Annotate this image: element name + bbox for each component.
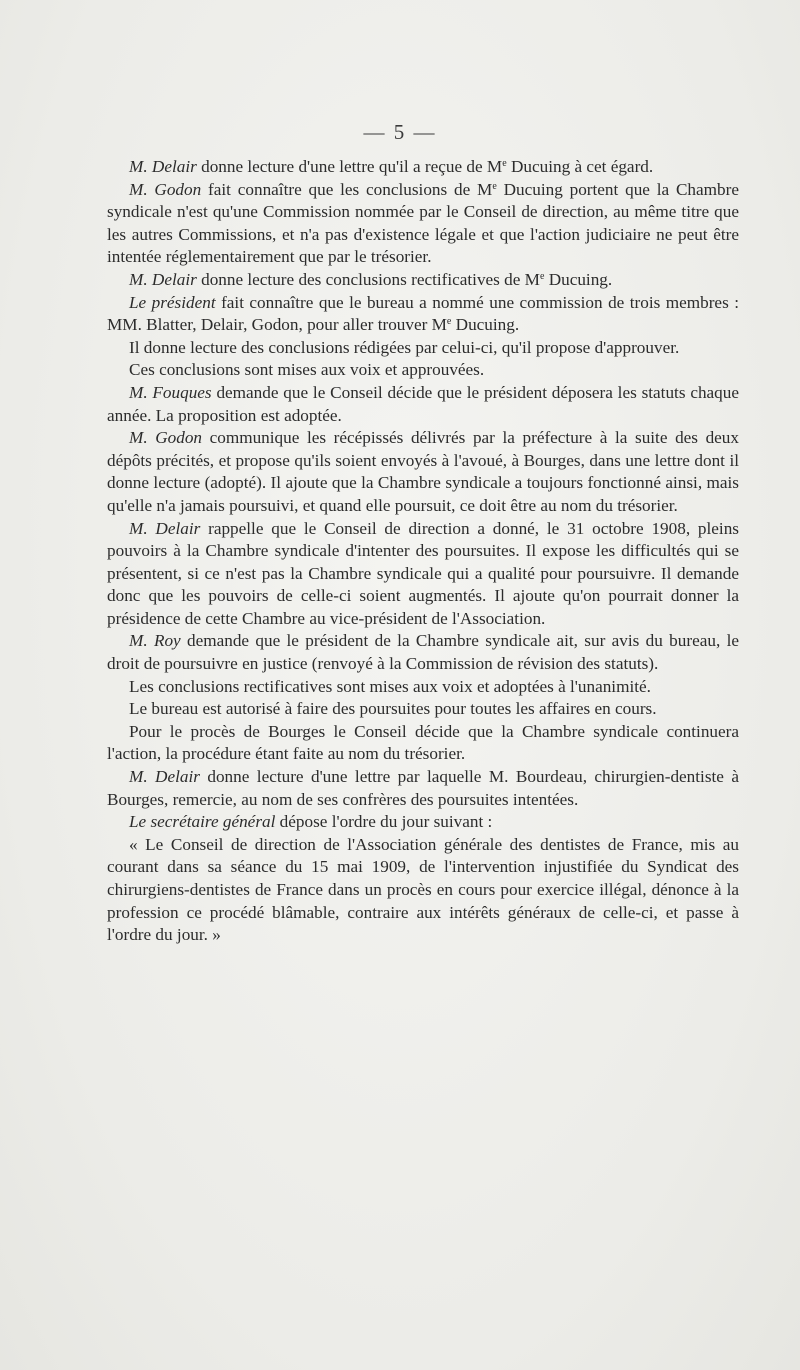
- paragraph: [107, 676, 739, 699]
- paragraph: [107, 382, 739, 427]
- paragraph: [107, 630, 739, 675]
- paragraph: [107, 269, 739, 292]
- paragraph-text: fait connaître que les conclusions de M: [201, 179, 493, 199]
- page-number: — 5 —: [363, 120, 437, 144]
- paragraph-text: fait connaître que le bureau a nommé une commission de trois membres : MM. Blatter, Delair, Godon, pour aller trouver M: [107, 292, 739, 335]
- speaker-name: Le président: [129, 292, 216, 312]
- speaker-name: M. Delair: [129, 518, 201, 538]
- paragraph-text: Ducuing portent que la Chambre syndicale n'est qu'une Commission nommée par le Conseil de direction, au même titre que les autres Commissions, et n'a pas d'existence légale et que l'action judiciaire ne peut être intentée réglementairement que par le trésorier.: [107, 179, 739, 267]
- paragraph-text: « Le Conseil de direction de l'Association générale des dentistes de France, mis au courant dans sa séance du 15 mai 1909, de l'intervention injustifiée du Syndicat des chirurgiens-dentistes de France dans un procès en cours pour exercice illégal, dénonce à la profession ce procédé blâmable, contraire aux intérêts généraux de celle-ci, et passe à l'ordre du jour. »: [107, 834, 739, 945]
- superscript: e: [539, 270, 545, 282]
- body-text: [107, 156, 739, 947]
- speaker-name: Le secrétaire général: [129, 812, 276, 832]
- superscript: e: [446, 316, 452, 328]
- paragraph-text: donne lecture d'une lettre qu'il a reçue de M: [196, 157, 503, 176]
- speaker-name: M. Delair: [129, 269, 197, 289]
- paragraph: [107, 359, 739, 382]
- paragraph-text: dépose l'ordre du jour suivant :: [275, 812, 493, 832]
- paragraph: [107, 721, 739, 766]
- paragraph-text: Ces conclusions sont mises aux voix et approuvées.: [129, 360, 485, 380]
- paragraph: [107, 698, 739, 721]
- speaker-name: M. Godon: [129, 428, 203, 448]
- speaker-name: M. Fouques: [129, 382, 212, 402]
- paragraph-text: Il donne lecture des conclusions rédigées par celui-ci, qu'il propose d'approuver.: [129, 337, 680, 357]
- paragraph-text: rappelle que le Conseil de direction a donné, le 31 octobre 1908, pleins pouvoirs à la Chambre syndicale d'intenter des poursuites. Il expose les difficultés qui se présentent, si ce n'est pas la Chambre syndicale qui a qualité pour poursuivre. Il demande donc que les pouvoirs de celle-ci soient augmentés. Il ajoute qu'on pourrait donner la présidence de cette Chambre au vice-président de l'Association.: [107, 518, 739, 628]
- paragraph-text: Pour le procès de Bourges le Conseil décide que la Chambre syndicale continuera l'action, la procédure étant faite au nom du trésorier.: [107, 721, 739, 764]
- paragraph: [107, 337, 739, 360]
- speaker-name: M. Roy: [129, 631, 181, 651]
- paragraph-text: donne lecture des conclusions rectificatives de M: [196, 269, 540, 289]
- paragraph-text: Le bureau est autorisé à faire des poursuites pour toutes les affaires en cours.: [129, 699, 657, 719]
- paragraph-text: Ducuing.: [451, 315, 520, 335]
- superscript: e: [502, 158, 507, 169]
- speaker-name: M. Delair: [129, 157, 197, 176]
- paragraph-text: demande que le président de la Chambre syndicale ait, sur avis du bureau, le droit de poursuivre en justice (renvoyé à la Commission de révision des statuts).: [107, 631, 739, 674]
- paragraph: [107, 811, 739, 834]
- superscript: e: [492, 180, 497, 192]
- paragraph: [107, 292, 739, 337]
- paragraph: [107, 427, 739, 517]
- paragraph-text: Ducuing à cet égard.: [506, 157, 654, 176]
- speaker-name: M. Godon: [129, 179, 202, 199]
- paragraph-text: donne lecture d'une lettre par laquelle M. Bourdeau, chirurgien-dentiste à Bourges, remercie, au nom de ses confrères des poursuites intentées.: [107, 767, 739, 809]
- paragraph: [107, 518, 739, 631]
- paragraph: [107, 834, 739, 947]
- paragraph: [107, 156, 739, 179]
- paragraph-text: demande que le Conseil décide que le président déposera les statuts chaque année. La proposition est adoptée.: [107, 382, 739, 425]
- paragraph-text: Les conclusions rectificatives sont mises aux voix et adoptées à l'unanimité.: [129, 676, 651, 696]
- paragraph-text: communique les récépissés délivrés par la préfecture à la suite des deux dépôts précités, et propose qu'ils soient envoyés à l'avoué, à Bourges, dans une lettre dont il donne lecture (adopté). Il ajoute que la Chambre syndicale a toujours fonctionné ainsi, mais qu'elle n'a jamais poursuivi, et quand elle poursuit, ce doit être au nom du trésorier.: [107, 428, 739, 515]
- speaker-name: M. Delair: [129, 767, 200, 787]
- paragraph-text: Ducuing.: [544, 269, 613, 289]
- paragraph: [107, 179, 739, 269]
- paragraph: [107, 766, 739, 811]
